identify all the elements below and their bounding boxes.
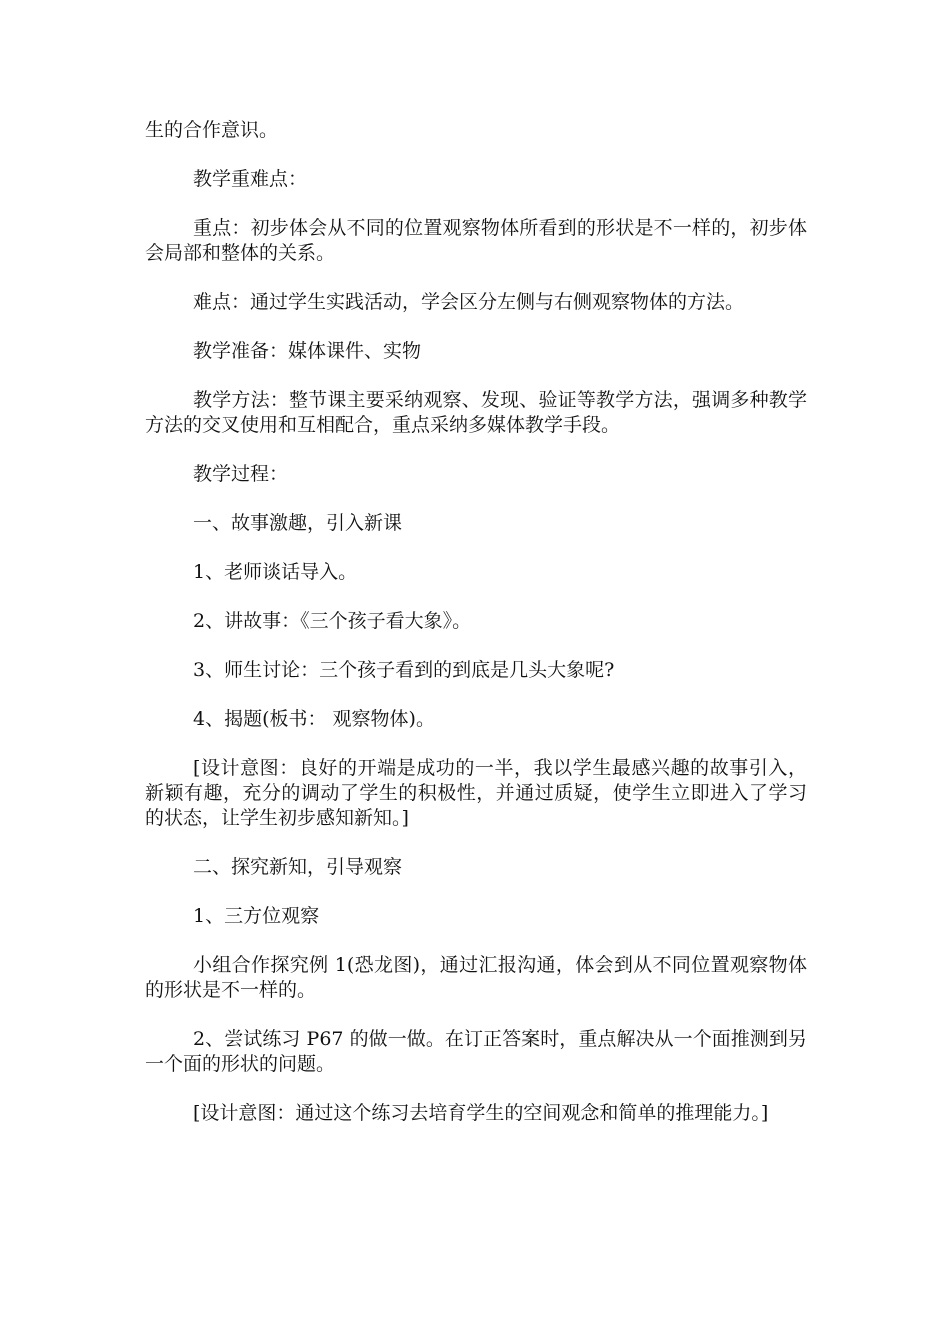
list-item: 2、尝试练习 P67 的做一做。在订正答案时，重点解决从一个面推测到另一个面的形状的问题。 xyxy=(145,1028,807,1075)
list-item: 4、揭题(板书： 观察物体)。 xyxy=(193,708,435,730)
design-intent-note: [设计意图：通过这个练习去培育学生的空间观念和简单的推理能力。] xyxy=(193,1102,769,1124)
section-heading-two: 二、探究新知，引导观察 xyxy=(193,856,403,878)
document-page xyxy=(145,118,807,1150)
paragraph-difficulty: 难点：通过学生实践活动，学会区分左侧与右侧观察物体的方法。 xyxy=(193,291,745,313)
section-heading-one: 一、故事激趣，引入新课 xyxy=(193,512,403,534)
paragraph-process-heading: 教学过程： xyxy=(193,463,289,485)
paragraph-method: 教学方法：整节课主要采纳观察、发现、验证等教学方法，强调多种教学方法的交叉使用和互相配合，重点采纳多媒体教学手段。 xyxy=(145,389,807,436)
paragraph-key-point: 重点：初步体会从不同的位置观察物体所看到的形状是不一样的，初步体会局部和整体的关系。 xyxy=(145,217,807,264)
list-item: 2、讲故事：《三个孩子看大象》。 xyxy=(193,610,472,632)
paragraph-key-difficulties-heading: 教学重难点： xyxy=(193,168,308,190)
paragraph-group-work: 小组合作探究例 1(恐龙图)，通过汇报沟通，体会到从不同位置观察物体的形状是不一样的。 xyxy=(145,954,807,1001)
design-intent-note: [设计意图：良好的开端是成功的一半，我以学生最感兴趣的故事引入，新颖有趣，充分的调动了学生的积极性，并通过质疑，使学生立即进入了学习的状态，让学生初步感知新知。] xyxy=(145,757,807,829)
paragraph-continuation: 生的合作意识。 xyxy=(145,119,279,141)
paragraph-preparation: 教学准备：媒体课件、实物 xyxy=(193,340,422,362)
list-item: 3、师生讨论：三个孩子看到的到底是几头大象呢? xyxy=(193,659,615,681)
list-item: 1、三方位观察 xyxy=(193,905,320,927)
list-item: 1、老师谈话导入。 xyxy=(193,561,358,583)
